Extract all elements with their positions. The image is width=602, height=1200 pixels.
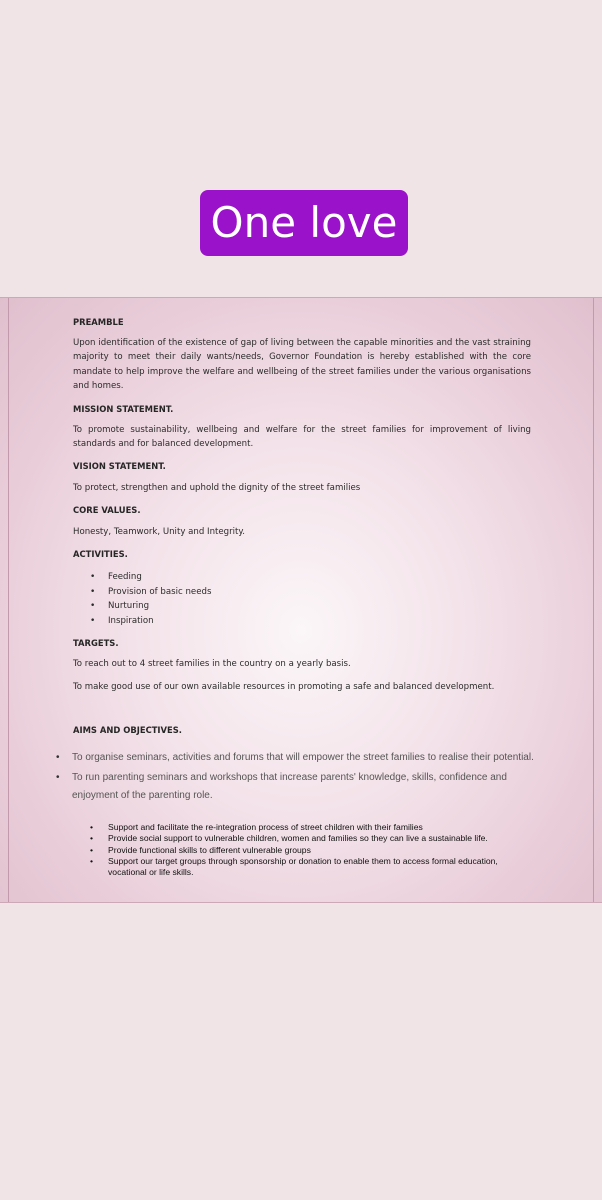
aims-sub-list [90, 822, 520, 878]
core-values-text: Honesty, Teamwork, Unity and Integrity. [73, 527, 246, 537]
list-item: • Nurturing [90, 599, 211, 614]
list-item: • Support our target groups through sponsorship or donation to enable them to access formal education, vocational or life skills. [90, 856, 520, 877]
aims-heading: AIMS AND OBJECTIVES. [73, 725, 182, 735]
list-item: • Provide functional skills to different vulnerable groups [90, 845, 520, 855]
list-item: • Feeding [90, 570, 211, 585]
preamble-text: Upon identification of the existence of gap of living between the capable minorities and the vast straining majority to meet their daily wants/needs, Governor Foundation is hereby established with the core mandate to help improve the welfare and wellbeing of the street families under the various organisations and homes. [73, 338, 531, 391]
mission-heading: MISSION STATEMENT. [73, 404, 174, 414]
list-item: • To run parenting seminars and workshops that increase parents' knowledge, skills, confidence and enjoyment of the parenting role. [56, 769, 536, 805]
preamble-heading: PREAMBLE [73, 317, 124, 327]
list-item: • To organise seminars, activities and forums that will empower the street families to realise their potential. [56, 749, 536, 767]
aims-list [56, 749, 536, 807]
activities-heading: ACTIVITIES. [73, 549, 128, 559]
activities-list [90, 570, 211, 628]
targets-line-2: To make good use of our own available resources in promoting a safe and balanced development. [73, 682, 495, 692]
vision-heading: VISION STATEMENT. [73, 461, 166, 471]
mission-text: To promote sustainability, wellbeing and welfare for the street families for improvement of living standards and for balanced development. [73, 425, 531, 450]
list-item: • Provision of basic needs [90, 585, 211, 600]
list-item: • Support and facilitate the re-integration process of street children with their families [90, 822, 520, 832]
one-love-badge: One love [200, 190, 408, 256]
list-item: • Provide social support to vulnerable children, women and families so they can live a sustainable life. [90, 833, 520, 843]
document-scan [0, 297, 602, 903]
targets-heading: TARGETS. [73, 638, 119, 648]
core-values-heading: CORE VALUES. [73, 505, 141, 515]
vision-text: To protect, strengthen and uphold the dignity of the street families [73, 483, 361, 493]
list-item: • Inspiration [90, 614, 211, 629]
targets-line-1: To reach out to 4 street families in the country on a yearly basis. [73, 659, 351, 669]
